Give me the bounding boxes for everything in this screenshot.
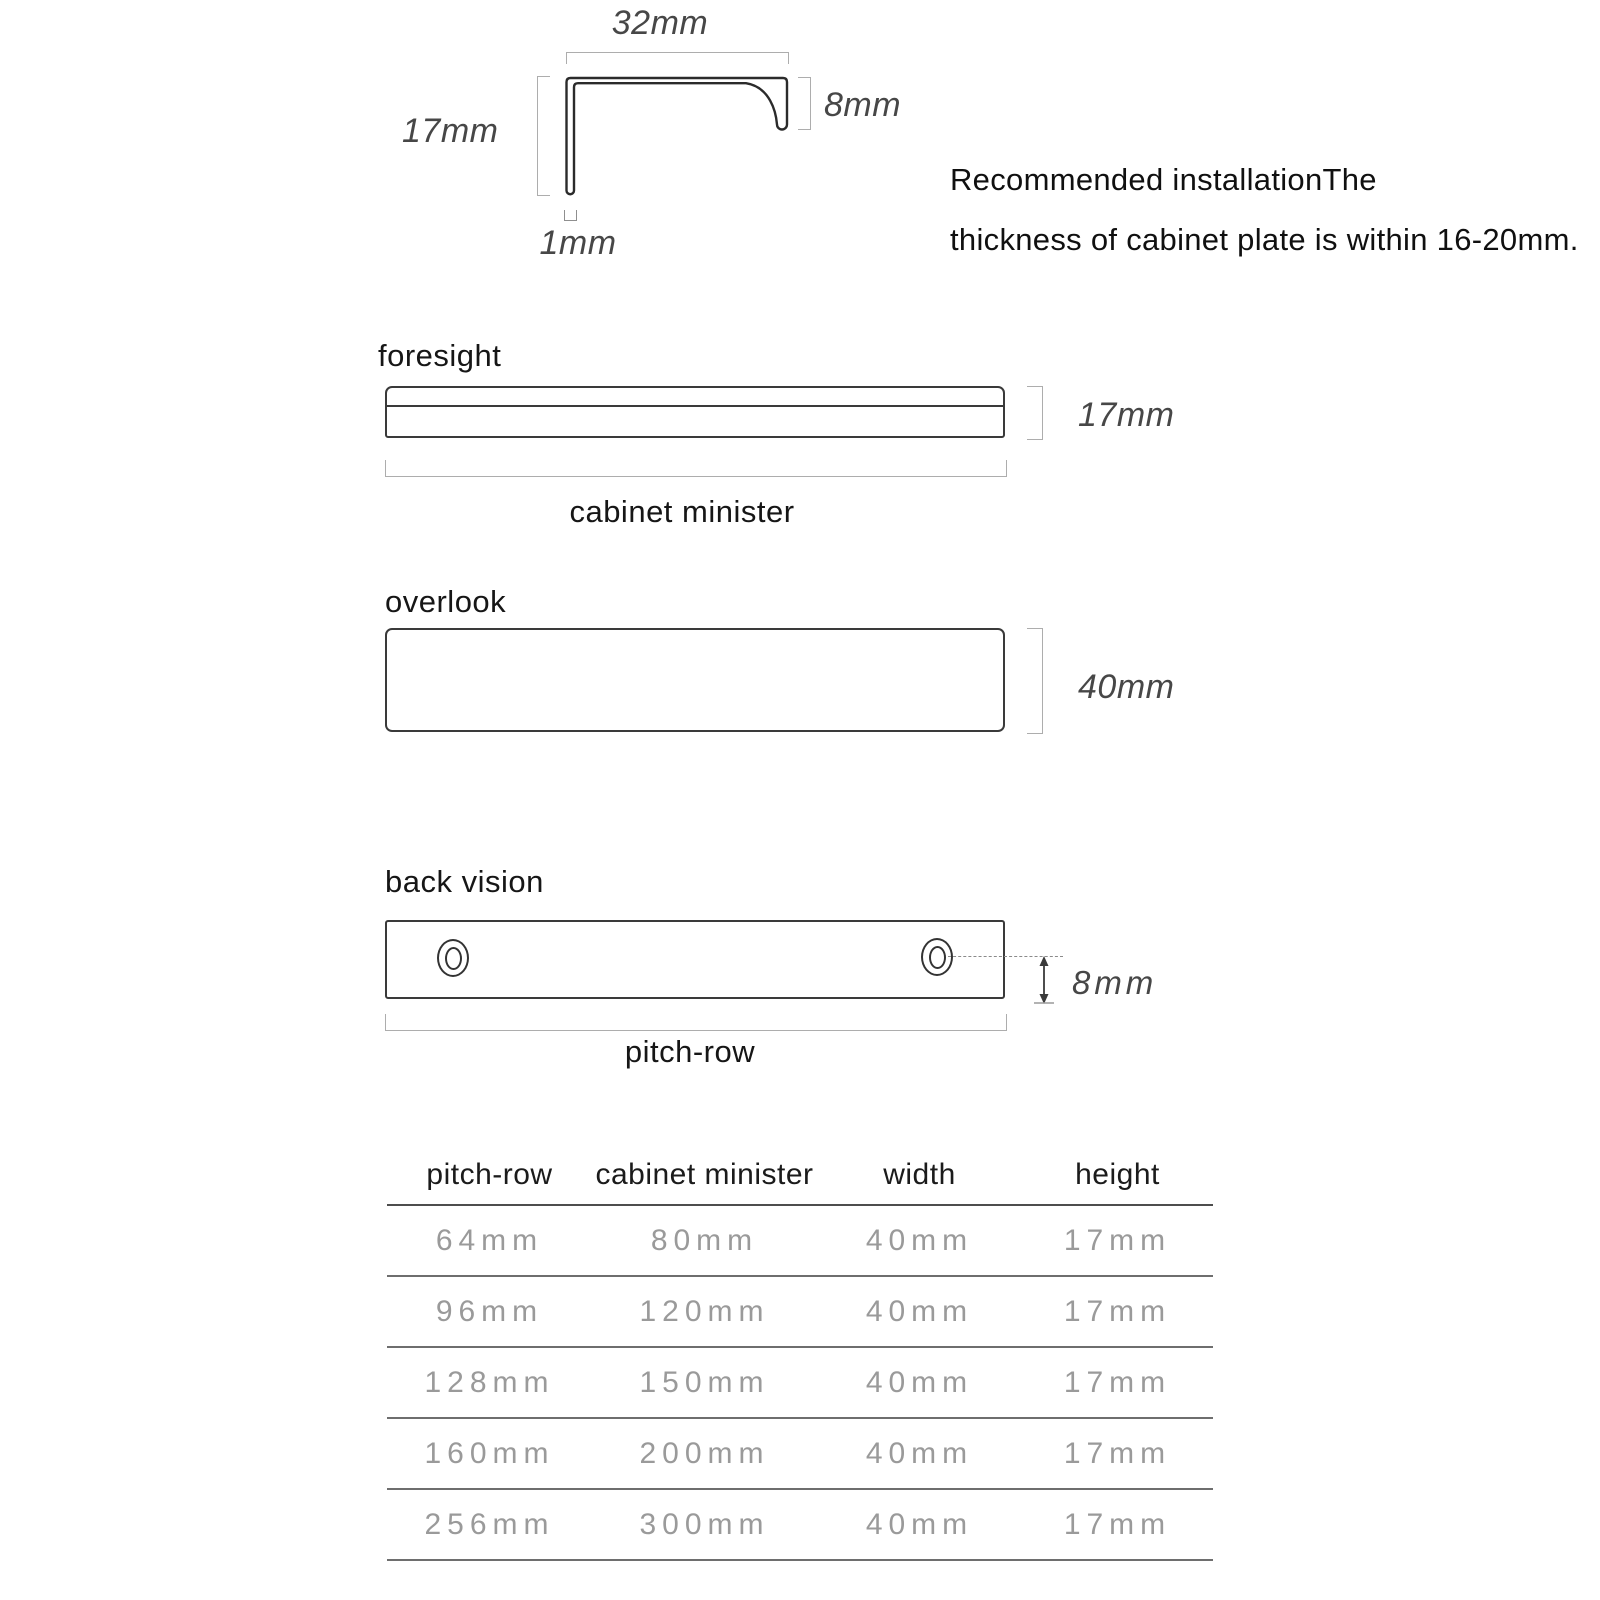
cell-height: 17mm [1063,1365,1172,1399]
cell-pitch-row: 96mm [435,1294,544,1328]
cell-height: 17mm [1063,1223,1172,1257]
front-view-lip-line [387,405,1003,407]
screw-hole-left [437,939,469,977]
front-view-drawing [385,386,1005,438]
profile-lip-bracket [798,77,811,130]
header-width: width [883,1158,956,1191]
hole-offset-arrow [1032,956,1056,1004]
cell-width: 40mm [865,1294,974,1328]
table-row [387,1419,1213,1490]
cell-cabinet-minister: 150mm [639,1365,770,1399]
profile-thickness-dim: 1mm [539,224,617,262]
header-cabinet-minister: cabinet minister [595,1158,814,1191]
back-view-label: back vision [385,864,544,899]
size-table [387,1146,1213,1561]
pitch-row-bracket [385,1014,1007,1031]
cell-pitch-row: 128mm [424,1365,555,1399]
handle-cross-section-drawing [520,60,830,220]
cell-cabinet-minister: 80mm [650,1223,759,1257]
cell-cabinet-minister: 120mm [639,1294,770,1328]
front-height-dim: 17mm [1078,396,1175,434]
profile-height-dim: 17mm [402,112,499,150]
install-note-line1: Recommended installationThe [950,162,1377,197]
front-length-label: cabinet minister [569,494,795,529]
cell-height: 17mm [1063,1507,1172,1541]
table-row [387,1490,1213,1561]
profile-width-dim: 32mm [611,4,709,42]
screw-hole-right-inner [929,946,946,969]
cell-cabinet-minister: 200mm [639,1436,770,1470]
top-view-drawing [385,628,1005,732]
profile-height-bracket [537,76,550,196]
top-view-label: overlook [385,584,507,619]
screw-hole-left-inner [445,947,462,970]
back-view-drawing [385,920,1005,999]
cell-width: 40mm [865,1365,974,1399]
cell-width: 40mm [865,1223,974,1257]
profile-thickness-bracket [564,210,577,221]
table-row [387,1348,1213,1419]
size-table-header-row [387,1146,1213,1206]
screw-hole-right [921,938,953,976]
table-row [387,1277,1213,1348]
cell-pitch-row: 256mm [424,1507,555,1541]
top-depth-bracket [1027,628,1043,734]
cell-cabinet-minister: 300mm [639,1507,770,1541]
top-depth-dim: 40mm [1078,668,1175,706]
profile-lip-dim: 8mm [824,86,902,124]
hole-offset-dim: 8mm [1072,964,1158,1001]
header-pitch-row: pitch-row [426,1158,553,1191]
pitch-row-label: pitch-row [624,1034,756,1069]
cell-height: 17mm [1063,1436,1172,1470]
table-row [387,1206,1213,1277]
cell-pitch-row: 160mm [424,1436,555,1470]
cell-pitch-row: 64mm [435,1223,544,1257]
header-height: height [1075,1158,1160,1191]
front-view-label: foresight [378,338,502,373]
cell-width: 40mm [865,1507,974,1541]
front-length-bracket [385,460,1007,477]
front-height-bracket [1027,386,1043,440]
cell-height: 17mm [1063,1294,1172,1328]
cell-width: 40mm [865,1436,974,1470]
install-note-line2: thickness of cabinet plate is within 16-20mm. [950,222,1579,257]
